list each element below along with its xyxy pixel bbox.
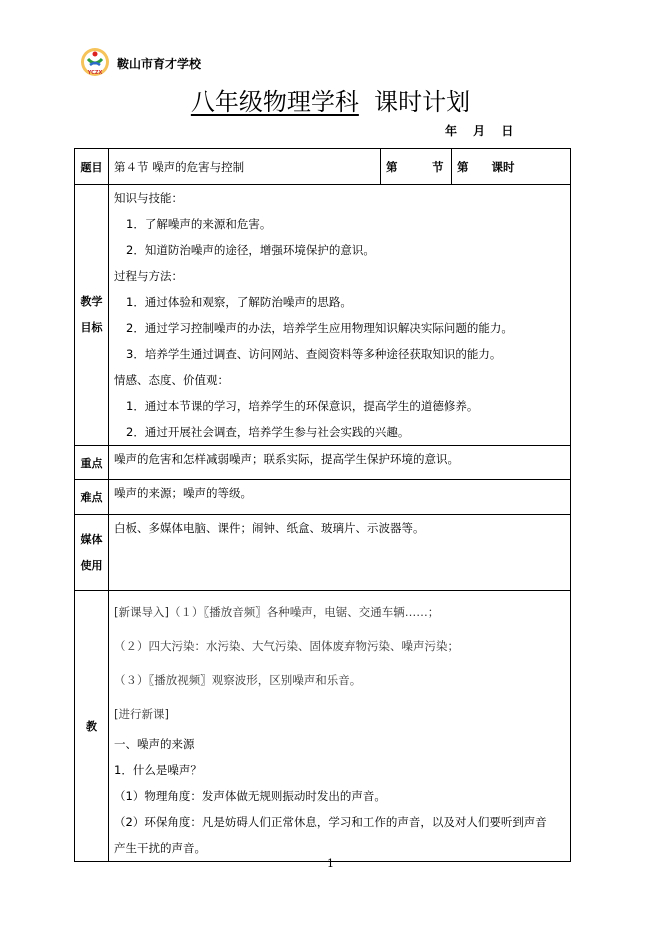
lesson-plan-table [74,148,571,862]
media-label: 媒体 使用 [75,515,109,591]
difficult-points: 噪声的来源；噪声的等级。 [109,480,571,515]
lesson-line: 一、噪声的来源 [114,737,195,751]
objective-item: 2．通过学习控制噪声的办法，培养学生应用物理知识解决实际问题的能力。 [126,321,513,335]
intro-line: （２）四大污染：水污染、大气污染、固体废弃物污染、噪声污染； [114,639,459,653]
section-marker: [进行新课] [114,707,169,721]
objective-heading: 过程与方法： [114,269,183,283]
lesson-line: （1）物理角度：发声体做无规则振动时发出的声音。 [114,789,386,803]
school-logo [80,47,110,77]
section-field: 第 节 [381,149,452,185]
key-label: 重点 [75,446,109,480]
objective-item: 3．培养学生通过调查、访问网站、查阅资料等多种途径获取知识的能力。 [126,347,502,361]
lesson-line: 1．什么是噪声？ [114,763,202,777]
objective-item: 2．知道防治噪声的途径，增强环境保护的意识。 [126,243,375,257]
objective-item: 1．通过体验和观察，了解防治噪声的思路。 [126,295,352,309]
objective-heading: 情感、态度、价值观： [114,373,229,387]
objective-heading: 知识与技能： [114,191,183,205]
intro-line: （３）〖播放视频〗观察波形，区别噪声和乐音。 [114,673,362,687]
objectives-label: 教学 目标 [75,185,109,446]
teaching-label: 教 [75,591,109,862]
title-rest: 课时计划 [374,88,471,116]
school-name: 鞍山市育才学校 [117,57,202,71]
difficult-label: 难点 [75,480,109,515]
objective-item: 1．通过本节课的学习，培养学生的环保意识，提高学生的道德修养。 [126,399,479,413]
key-points: 噪声的危害和怎样减弱噪声；联系实际，提高学生保护环境的意识。 [109,446,571,480]
period-field: 第 课时 [452,149,571,185]
title-subject: 八年级物理学科 [190,88,359,116]
page-title [0,82,661,117]
svg-text:YCZX: YCZX [87,70,103,76]
media-content: 白板、多媒体电脑、课件；闹钟、纸盒、玻璃片、示波器等。 [109,515,571,591]
topic-value: 第４节 噪声的危害与控制 [109,149,381,185]
objective-item: 1．了解噪声的来源和危害。 [126,217,272,231]
intro-line: [新课导入]（１）〖播放音频〗各种噪声，电锯、交通车辆……； [114,605,440,619]
objectives-content [109,185,571,446]
date-line: 年 月 日 [445,124,514,138]
teaching-content [109,591,571,862]
lesson-line: （2）环保角度：凡是妨碍人们正常休息，学习和工作的声音，以及对人们要听到声音 [114,815,547,829]
objective-item: 2．通过开展社会调查，培养学生参与社会实践的兴趣。 [126,425,410,439]
topic-label: 题目 [75,149,109,185]
lesson-line: 产生干扰的声音。 [114,841,206,855]
page-number: 1 [327,857,334,870]
